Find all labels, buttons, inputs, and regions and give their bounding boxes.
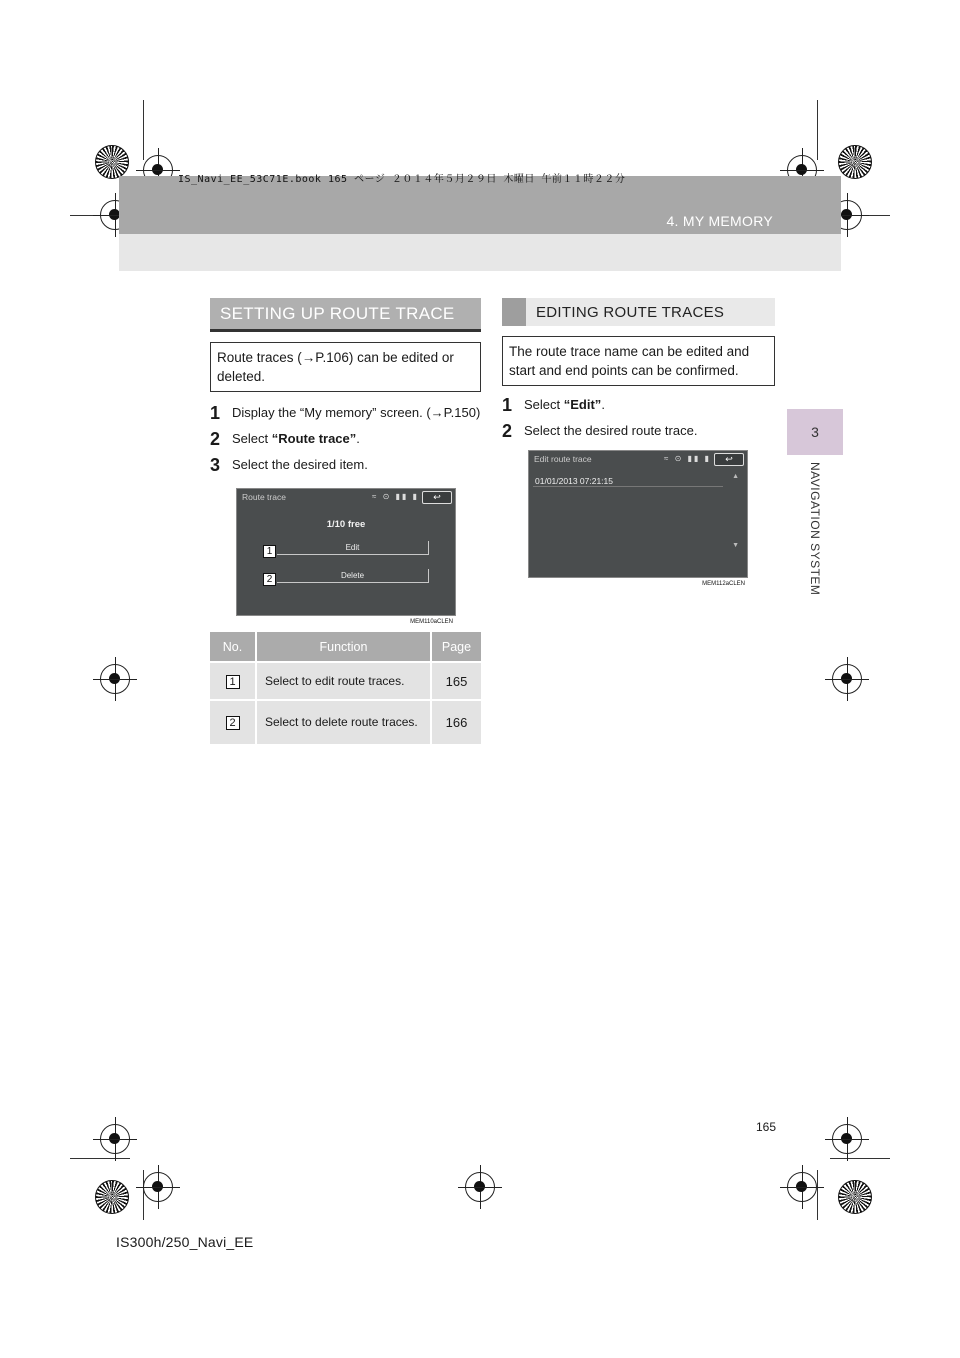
- chapter-label-text: NAVIGATION SYSTEM: [808, 462, 822, 596]
- step-text: Select “Edit”.: [524, 397, 605, 412]
- table-row: [210, 700, 481, 744]
- free-count: 1/10 free: [326, 519, 366, 530]
- status-icons: ≈ ⊙ ▮▮ ▮: [664, 454, 711, 463]
- step-number: 2: [210, 429, 221, 449]
- row-function: Select to edit route traces.: [256, 662, 431, 700]
- right-column: [502, 298, 775, 587]
- color-starburst-icon: [838, 145, 872, 179]
- footer-code: IS300h/250_Navi_EE: [116, 1234, 254, 1250]
- route-trace-date: 01/01/2013 07:21:15: [535, 476, 613, 486]
- screen-title: Route trace: [242, 492, 286, 502]
- step-3: [210, 456, 481, 474]
- status-icons: ≈ ⊙ ▮▮ ▮: [372, 492, 419, 501]
- registration-mark-icon: [100, 664, 130, 694]
- step-number: 1: [210, 403, 221, 423]
- section-heading: [502, 298, 775, 326]
- intro-callout: The route trace name can be edited and start and end points can be confirmed.: [502, 336, 775, 386]
- heading-text: EDITING ROUTE TRACES: [536, 303, 725, 321]
- section-heading: SETTING UP ROUTE TRACE: [210, 298, 481, 332]
- step-text: Display the “My memory” screen. (→P.150): [232, 405, 481, 420]
- step-1: [502, 396, 775, 414]
- back-button[interactable]: ↩: [422, 491, 452, 504]
- row-page: 166: [431, 700, 481, 744]
- row-function: Select to delete route traces.: [256, 700, 431, 744]
- function-table: [210, 632, 481, 744]
- section-title: 4. MY MEMORY: [666, 213, 773, 229]
- registration-mark-icon: [100, 1124, 130, 1154]
- step-number: 1: [502, 395, 513, 415]
- registration-mark-icon: [832, 664, 862, 694]
- step-2: [502, 422, 775, 440]
- row-number: 2: [226, 716, 240, 730]
- heading-mark: [502, 298, 526, 326]
- back-button[interactable]: ↩: [714, 453, 744, 466]
- chapter-tab: 3: [787, 409, 843, 455]
- step-text: Select the desired item.: [232, 457, 368, 472]
- step-2: [210, 430, 481, 448]
- scroll-down-icon[interactable]: ▼: [732, 542, 739, 549]
- registration-mark-icon: [465, 1172, 495, 1202]
- route-trace-screenshot: [236, 488, 456, 625]
- col-header-no: No.: [210, 632, 256, 662]
- col-header-function: Function: [256, 632, 431, 662]
- col-header-page: Page: [431, 632, 481, 662]
- table-row: [210, 662, 481, 700]
- step-1: [210, 404, 481, 422]
- edit-button[interactable]: Edit: [277, 541, 429, 555]
- color-starburst-icon: [95, 1180, 129, 1214]
- step-number: 3: [210, 455, 221, 475]
- color-starburst-icon: [838, 1180, 872, 1214]
- chapter-label: [787, 462, 843, 612]
- page-number: 165: [756, 1120, 777, 1134]
- step-text: Select the desired route trace.: [524, 423, 698, 438]
- print-info-line: IS_Navi_EE_53C71E.book 165 ページ ２０１４年５月２９日 木曜日 午前１１時２２分: [178, 174, 626, 185]
- intro-callout: Route traces (→P.106) can be edited or deleted.: [210, 342, 481, 392]
- callout-badge-1: 1: [263, 545, 276, 558]
- row-page: 165: [431, 662, 481, 700]
- row-number: 1: [226, 675, 240, 689]
- left-column: [210, 298, 481, 744]
- screen-title: Edit route trace: [534, 454, 592, 464]
- delete-button[interactable]: Delete: [277, 569, 429, 583]
- callout-badge-2: 2: [263, 573, 276, 586]
- image-code: MEM110aCLEN: [410, 619, 453, 625]
- image-code: MEM112aCLEN: [702, 581, 745, 587]
- step-number: 2: [502, 421, 513, 441]
- step-text: Select “Route trace”.: [232, 431, 360, 446]
- color-starburst-icon: [95, 145, 129, 179]
- route-trace-list-item[interactable]: [533, 471, 723, 487]
- registration-mark-icon: [787, 1172, 817, 1202]
- registration-mark-icon: [143, 1172, 173, 1202]
- edit-route-trace-screenshot: [528, 450, 748, 587]
- scroll-up-icon[interactable]: ▲: [732, 473, 739, 480]
- registration-mark-icon: [832, 1124, 862, 1154]
